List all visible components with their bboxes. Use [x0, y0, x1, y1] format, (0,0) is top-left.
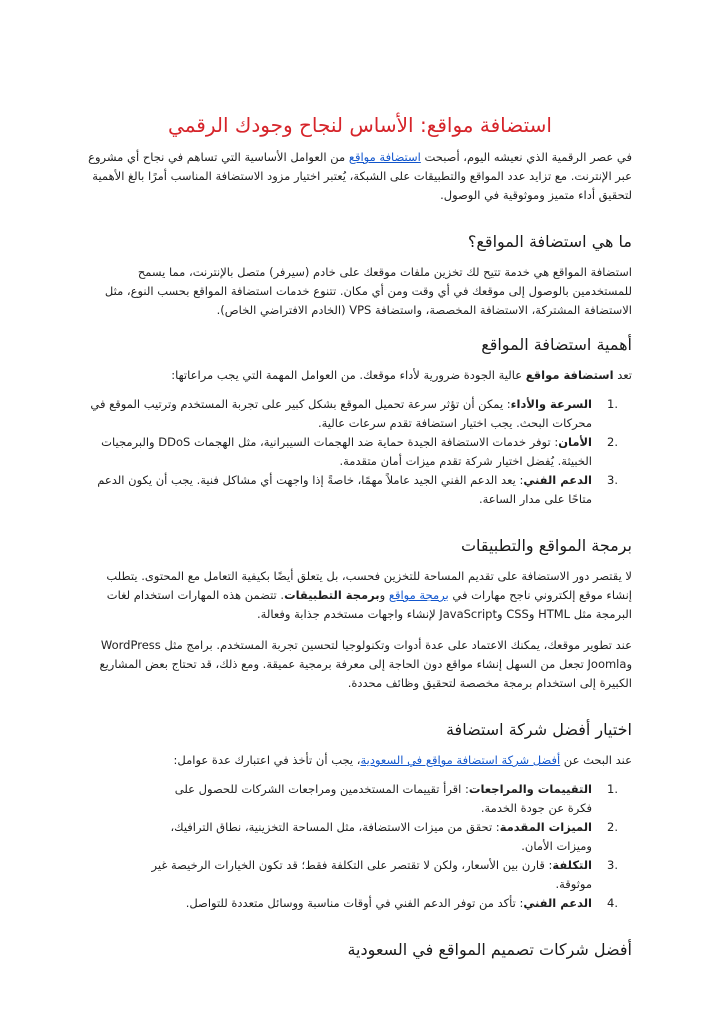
- list-item-body: : اقرأ تقييمات المستخدمين ومراجعات الشركات للحصول على فكرة عن جودة الخدمة.: [174, 782, 592, 815]
- choose-lead-start: عند البحث عن: [560, 753, 632, 767]
- list-item-body: : قارن بين الأسعار، ولكن لا تقتصر على التكلفة فقط؛ قد تكون الخيارات الرخيصة غير موثوقة.: [151, 858, 592, 891]
- choose-host-list: [88, 780, 632, 913]
- programming-text-end: . تتضمن هذه المهارات استخدام لغات البرمجة مثل HTML وCSS وJavaScript لإنشاء واجهات مستخدم جذابة وفعالة.: [106, 588, 632, 621]
- spacer: [88, 913, 632, 925]
- programming-text-and: و: [379, 588, 389, 602]
- list-number: 4.: [607, 896, 618, 910]
- spacer: [88, 693, 632, 705]
- heading-choose-host: اختيار أفضل شركة استضافة: [445, 720, 632, 739]
- list-item-label: الأمان: [558, 435, 592, 449]
- heading-what-is-hosting: ما هي استضافة المواقع؟: [467, 232, 632, 251]
- heading-programming: برمجة المواقع والتطبيقات: [460, 536, 632, 555]
- list-item: [88, 894, 632, 913]
- list-item-text: [88, 894, 602, 913]
- list-item-label: الدعم الفني: [523, 896, 592, 910]
- hosting-link[interactable]: استضافة مواقع: [348, 150, 421, 164]
- document-title: استضافة مواقع: الأساس لنجاح وجودك الرقمي: [168, 113, 552, 137]
- list-item: [88, 818, 632, 856]
- importance-lead: [88, 366, 632, 385]
- list-item-text: [88, 471, 602, 509]
- list-item-text: [88, 433, 602, 471]
- programming-paragraph-1: [88, 567, 632, 624]
- list-item-body: : يمكن أن تؤثر سرعة تحميل الموقع بشكل كبير على تجربة المستخدم وترتيب الموقع في محركات البحث. يجب اختيار استضافة تقدم سرعات عالية.: [90, 397, 592, 430]
- list-number: 2.: [607, 820, 618, 834]
- importance-lead-start: تعد: [613, 368, 632, 382]
- list-item-text: [88, 395, 602, 433]
- list-number: 1.: [607, 782, 618, 796]
- list-item-body: : يعد الدعم الفني الجيد عاملاً مهمًا، خاصةً إذا واجهت أي مشاكل فنية. يجب أن يكون الدعم متاحًا على مدار الساعة.: [97, 473, 592, 506]
- list-item-text: [88, 818, 602, 856]
- intro-paragraph: [88, 148, 632, 205]
- list-item: [88, 471, 632, 509]
- choose-lead-end: ، يجب أن تأخذ في اعتبارك عدة عوامل:: [173, 753, 361, 767]
- what-is-hosting-paragraph: استضافة المواقع هي خدمة تتيح لك تخزين ملفات موقعك على خادم (سيرفر) متصل بالإنترنت، مما يسمح للمستخدمين بالوصول إلى موقعك في أي وقت ومن أي مكان. تتنوع خدمات استضافة المواقع بحسب النوع، مثل الاستضافة المشتركة، الاستضافة المخصصة، واستضافة VPS (الخادم الافتراضي الخاص).: [104, 265, 632, 317]
- list-item: [88, 856, 632, 894]
- document-content: [88, 112, 632, 971]
- heading-design-companies: أفضل شركات تصميم المواقع في السعودية: [347, 940, 632, 959]
- importance-lead-end: عالية الجودة ضرورية لأداء موقعك. من العوامل المهمة التي يجب مراعاتها:: [171, 368, 526, 382]
- heading-hosting-importance: أهمية استضافة المواقع: [481, 335, 632, 354]
- intro-text-end: من العوامل الأساسية التي تساهم في نجاح أي مشروع عبر الإنترنت. مع تزايد عدد المواقع والتطبيقات على الشبكة، يُعتبر اختيار مزود الاستضافة المناسب أمرًا بالغ الأهمية لتحقيق أداء متميز وموثوقية في الوصول.: [88, 150, 632, 202]
- web-programming-link[interactable]: برمجة مواقع: [388, 588, 449, 602]
- list-item-body: : تأكد من توفر الدعم الفني في أوقات مناسبة ووسائل متعددة للتواصل.: [185, 896, 524, 910]
- list-item-label: التكلفة: [552, 858, 592, 872]
- intro-text-start: في عصر الرقمية الذي نعيشه اليوم، أصبحت: [420, 150, 632, 164]
- spacer: [88, 509, 632, 521]
- list-number: 1.: [607, 397, 618, 411]
- programming-paragraph-2: عند تطوير موقعك، يمكنك الاعتماد على عدة أدوات وتكنولوجيا لتحسين تجربة المستخدم. برامج مثل WordPress وJoomla تجعل من السهل إنشاء مواقع دون الحاجة إلى معرفة برمجية عميقة. ومع ذلك، قد تحتاج بعض المشاريع الكبيرة إلى استخدام برمجة مخصصة لتحقيق وظائف محددة.: [99, 638, 632, 690]
- list-item-body: : توفر خدمات الاستضافة الجيدة حماية ضد الهجمات السيبرانية، مثل الهجمات DDoS والبرمجيات الخبيثة. يُفضل اختيار شركة تقدم ميزات أمان متقدمة.: [101, 435, 592, 468]
- importance-list: [88, 395, 632, 509]
- app-programming-bold: برمجة التطبيقات: [284, 588, 380, 602]
- list-number: 3.: [607, 858, 618, 872]
- list-item: [88, 433, 632, 471]
- best-host-saudi-link[interactable]: أفضل شركة استضافة مواقع في السعودية: [360, 753, 561, 767]
- list-item-text: [88, 856, 602, 894]
- list-item-label: السرعة والأداء: [510, 397, 592, 411]
- spacer: [88, 205, 632, 217]
- list-item-body: : تحقق من ميزات الاستضافة، مثل المساحة التخزينية، نطاق الترافيك، وميزات الأمان.: [170, 820, 592, 853]
- list-item: [88, 395, 632, 433]
- list-item-label: التقييمات والمراجعات: [468, 782, 592, 796]
- spacer: [88, 624, 632, 636]
- list-item: [88, 780, 632, 818]
- list-item-label: الدعم الفني: [523, 473, 592, 487]
- list-item-label: الميزات المقدمة: [499, 820, 592, 834]
- list-number: 2.: [607, 435, 618, 449]
- importance-lead-bold: استضافة مواقع: [525, 368, 614, 382]
- choose-host-lead: [88, 751, 632, 770]
- list-number: 3.: [607, 473, 618, 487]
- list-item-text: [88, 780, 602, 818]
- programming-text-start: لا يقتصر دور الاستضافة على تقديم المساحة للتخزين فحسب، بل يتعلق أيضًا بكيفية التعامل مع المحتوى. يتطلب إنشاء موقع إلكتروني ناجح مهارات في: [106, 569, 632, 602]
